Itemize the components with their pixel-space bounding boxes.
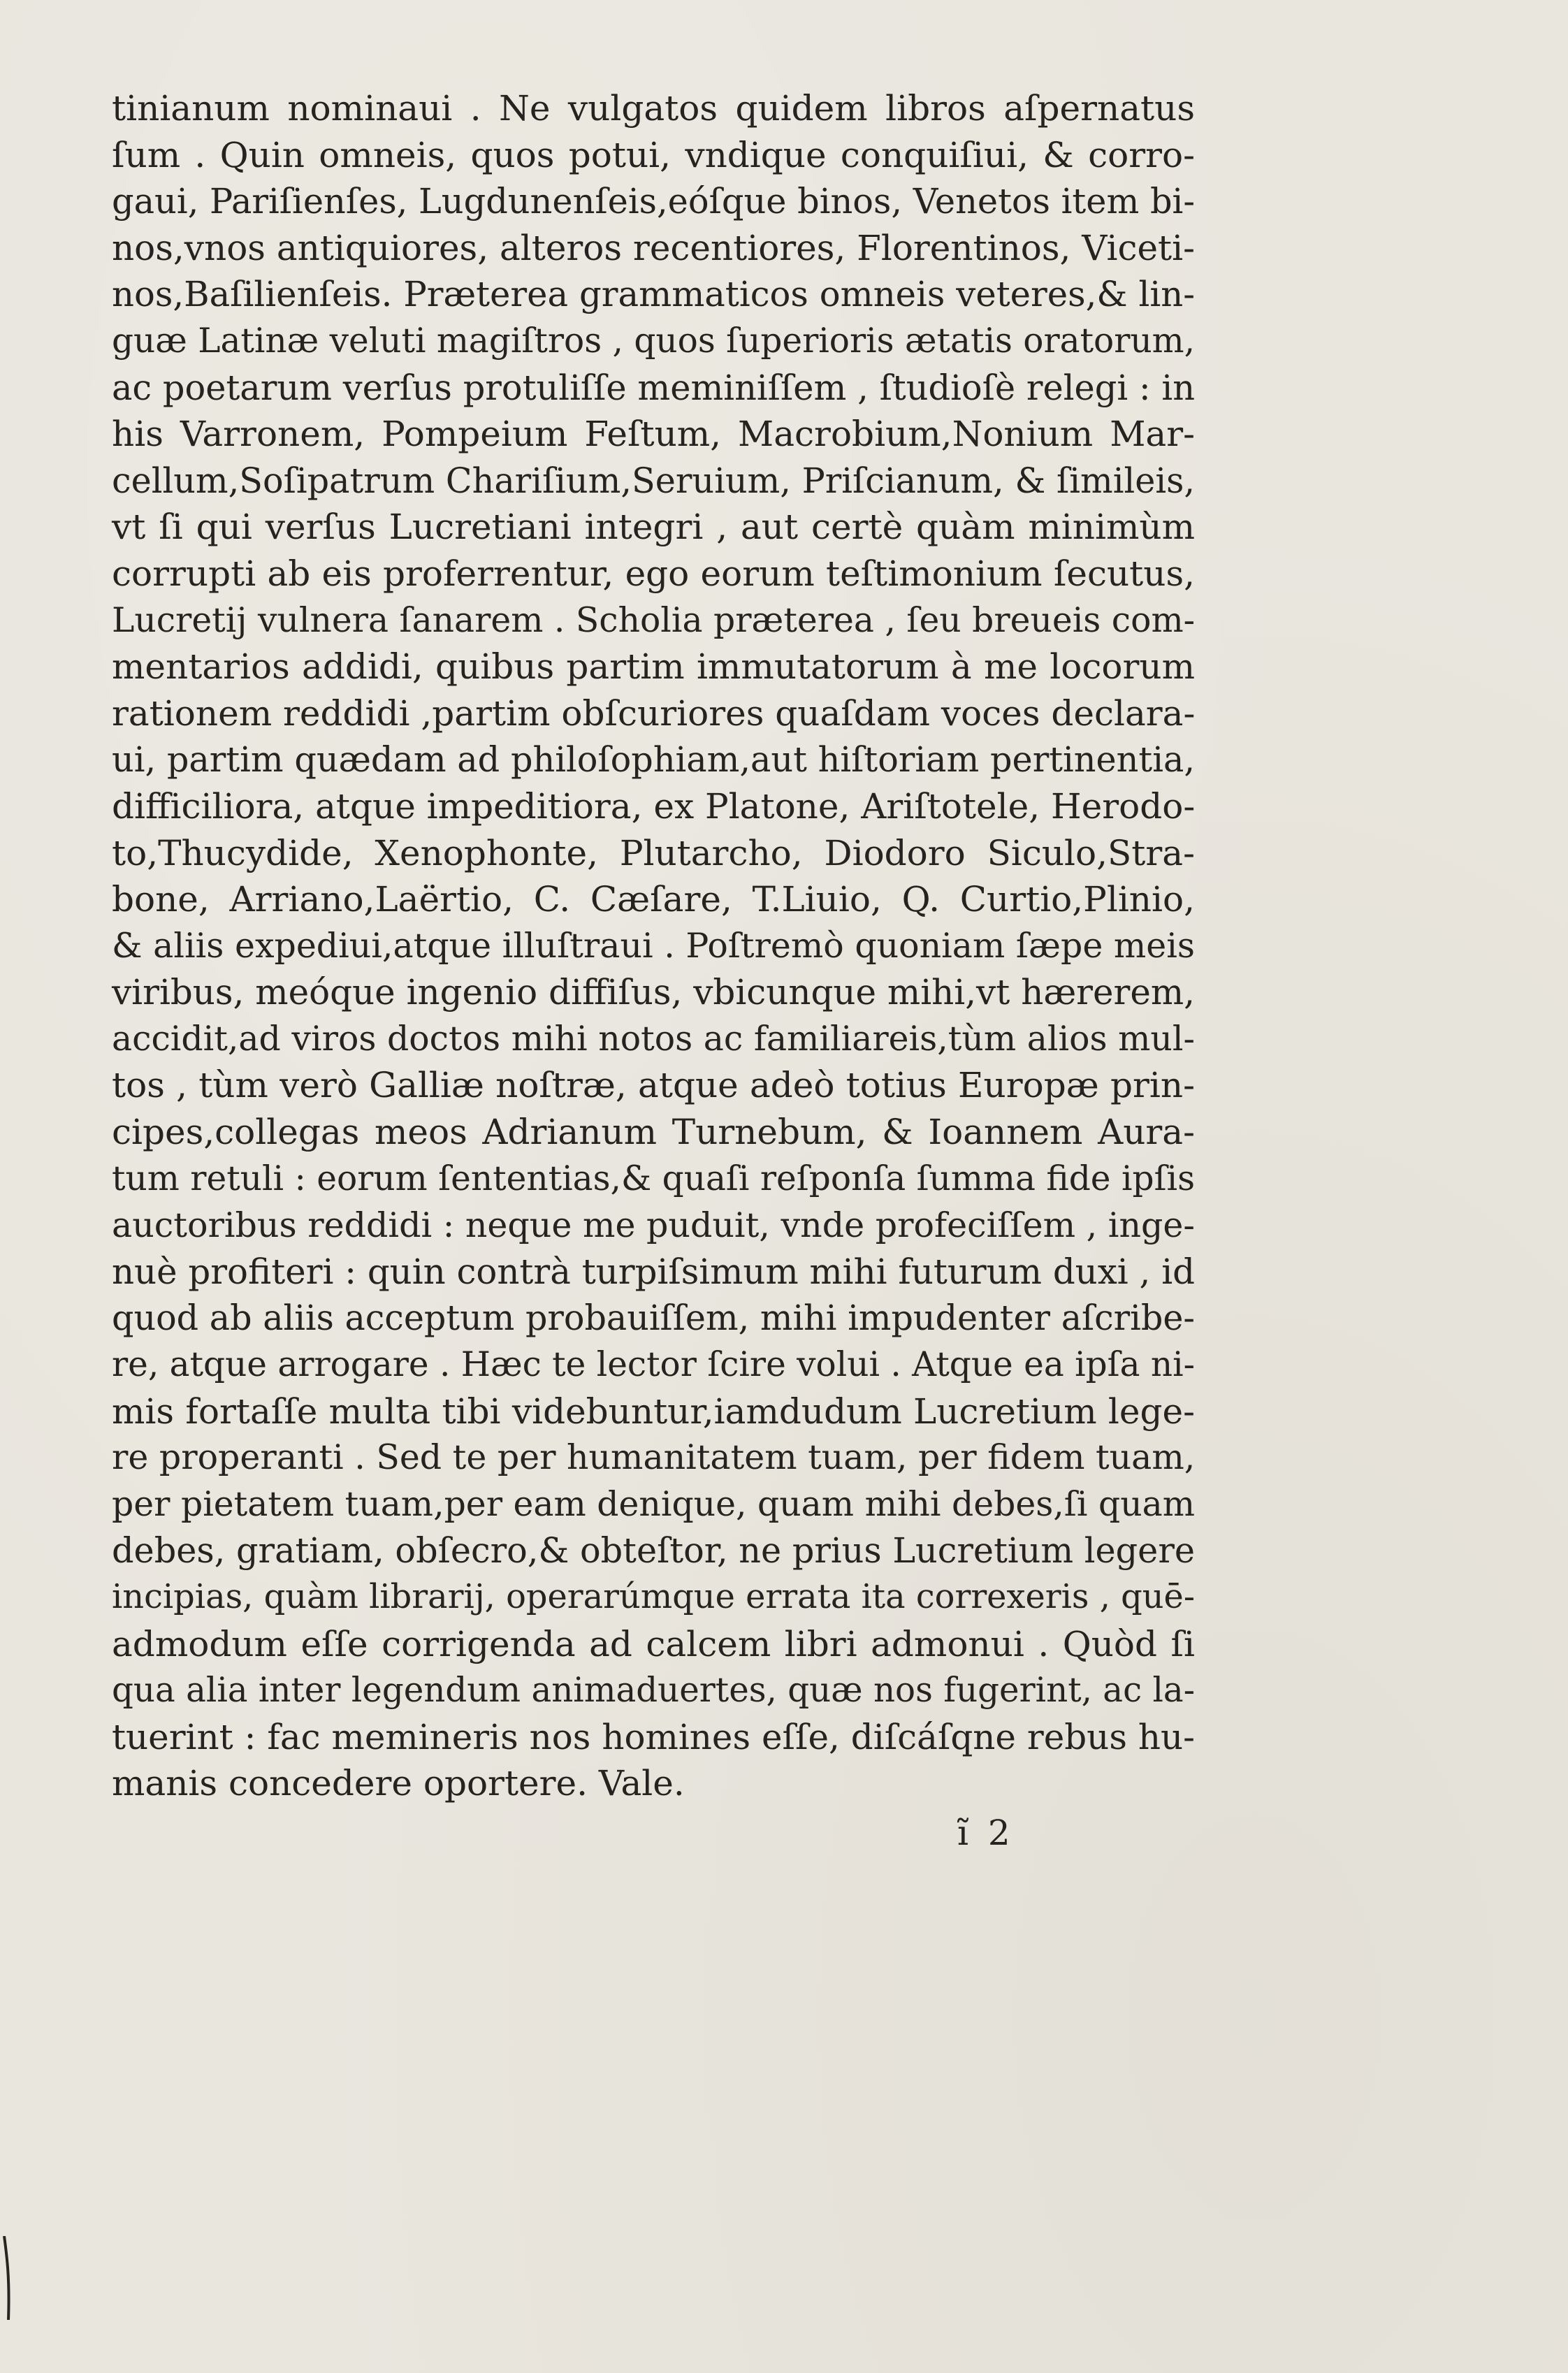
text-line: ac poetarum verſus protuliſſe meminiſſem , ſtudioſè relegi : in: [112, 367, 1195, 408]
text-line: re properanti . Sed te per humanitatem tuam, per fidem tuam,: [112, 1437, 1196, 1478]
text-line: & aliis expediui,atque illuſtraui . Poſtremò quoniam ſæpe meis: [112, 925, 1195, 966]
text-line: manis concedere oportere. Vale.: [112, 1763, 685, 1804]
text-line: mentarios addidi, quibus partim immutatorum à me locorum: [112, 646, 1195, 688]
text-line: nos,vnos antiquiores, alteros recentiores, Florentinos, Viceti-: [112, 227, 1195, 268]
text-line: gaui, Pariſienſes, Lugdunenſeis,eóſque binos, Venetos item bi-: [112, 181, 1196, 222]
text-line: bone, Arriano,Laërtio, C. Cæſare, T.Liuio, Q. Curtio,Plinio,: [112, 879, 1195, 920]
text-line: re, atque arrogare . Hæc te lector ſcire volui . Atque ea ipſa ni-: [112, 1345, 1195, 1385]
text-line: qua alia inter legendum animaduertes, quæ nos fugerint, ac la-: [112, 1671, 1195, 1711]
text-line: corrupti ab eis proferrentur, ego eorum teſtimonium ſecutus,: [112, 553, 1195, 594]
text-line: accidit,ad viros doctos mihi notos ac familiareis,tùm alios mul-: [112, 1018, 1195, 1059]
text-line: cellum,Soſipatrum Chariſium,Seruium, Priſcianum, & ſimileis,: [112, 460, 1195, 501]
text-line: nos,Baſilienſeis. Præterea grammaticos omneis veteres,& lin-: [112, 274, 1195, 315]
text-line: viribus, meóque ingenio diffiſus, vbicunque mihi,vt hærerem,: [112, 972, 1195, 1013]
text-line: tinianum nominaui . Ne vulgatos quidem libros aſpernatus: [112, 88, 1195, 129]
page-edge-shadow: [0, 2236, 18, 2320]
text-line: difficiliora, atque impeditiora, ex Platone, Ariſtotele, Herodo-: [112, 785, 1196, 827]
text-line: guæ Latinæ veluti magiſtros , quos ſuperioris ætatis oratorum,: [112, 321, 1196, 361]
text-line: to,Thucydide, Xenophonte, Plutarcho, Diodoro Siculo,Stra-: [112, 832, 1195, 873]
text-line: per pietatem tuam,per eam denique, quam mihi debes,ſi quam: [112, 1483, 1195, 1524]
signature-mark: ĩ 2: [957, 1813, 1015, 1853]
text-line: his Varronem, Pompeium Feſtum, Macrobium,Nonium Mar-: [112, 414, 1195, 455]
text-line: Lucretij vulnera ſanarem . Scholia præterea , ſeu breueis com-: [112, 600, 1196, 640]
text-line: vt ſi qui verſus Lucretiani integri , aut certè quàm minimùm: [112, 507, 1195, 548]
text-line: auctoribus reddidi : neque me puduit, vnde profeciſſem , inge-: [112, 1205, 1195, 1246]
text-line: mis fortaſſe multa tibi videbuntur,iamdudum Lucretium lege-: [112, 1391, 1195, 1432]
text-line: nuè profiteri : quin contrà turpiſsimum mihi futurum duxi , id: [112, 1251, 1195, 1292]
text-line: ſum . Quin omneis, quos potui, vndique conquiſiui, & corro-: [112, 134, 1195, 175]
text-line: tos , tùm verò Galliæ noſtræ, atque adeò totius Europæ prin-: [112, 1065, 1195, 1106]
text-line: cipes,collegas meos Adrianum Turnebum, & Ioannem Aura-: [112, 1112, 1195, 1153]
text-line: ui, partim quædam ad philoſophiam,aut hiſtoriam pertinentia,: [112, 739, 1195, 781]
body-text: [112, 85, 1195, 1807]
text-line: debes, gratiam, obſecro,& obteſtor, ne prius Lucretium legere: [112, 1530, 1196, 1572]
text-line: quod ab aliis acceptum probauiſſem, mihi impudenter aſcribe-: [112, 1298, 1195, 1339]
text-line: incipias, quàm librarij, operarúmque errata ita correxeris , quē-: [112, 1578, 1195, 1616]
text-line: tum retuli : eorum ſententias,& quaſi reſponſa ſumma fide ipſis: [112, 1159, 1195, 1198]
text-line: rationem reddidi ,partim obſcuriores quaſdam voces declara-: [112, 692, 1196, 734]
text-line: tuerint : fac memineris nos homines eſſe, diſcáſqne rebus hu-: [112, 1716, 1195, 1757]
text-line: admodum eſſe corrigenda ad calcem libri admonui . Quòd ſi: [112, 1623, 1195, 1664]
